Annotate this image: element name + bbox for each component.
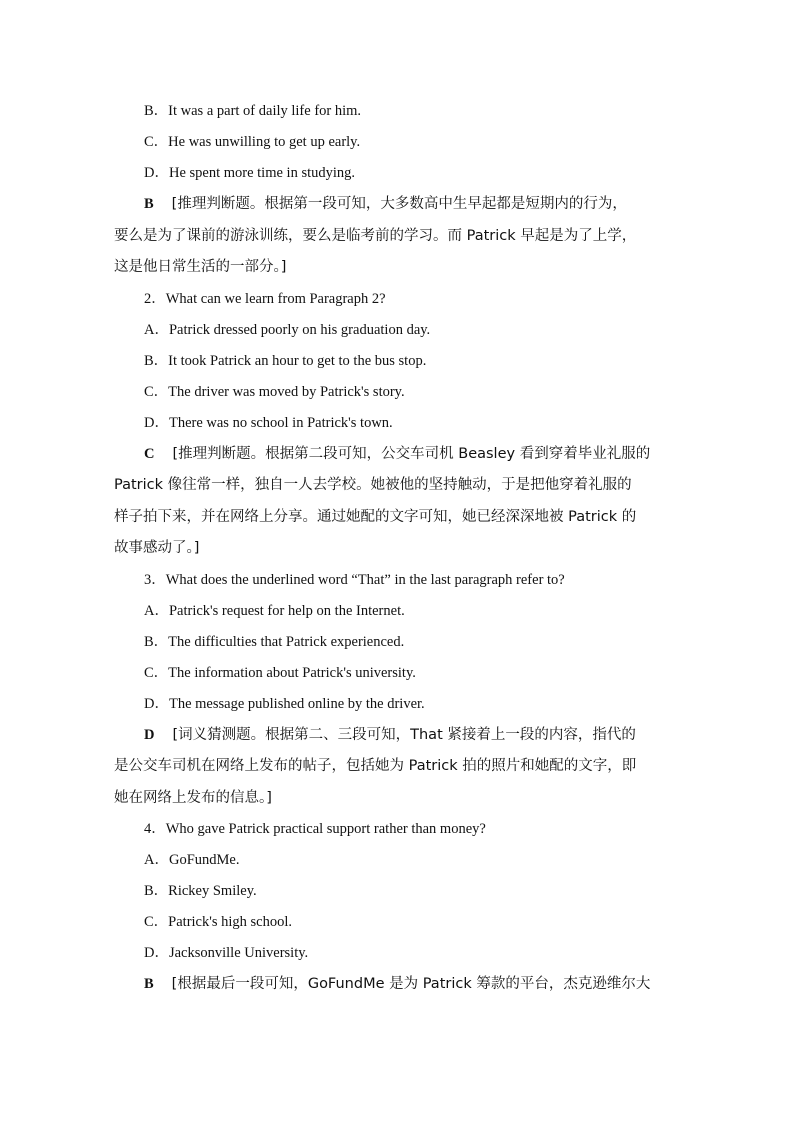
q1-option-c: C．He was unwilling to get up early. — [144, 134, 361, 150]
q3-explanation-line: 是公交车司机在网络上发布的帖子，包括她为 Patrick 拍的照片和她配的文字，即 — [114, 758, 637, 774]
q4-option-d: D．Jacksonville University. — [144, 945, 309, 961]
q3-explanation — [114, 720, 680, 815]
q4-explanation — [114, 969, 680, 1001]
q3-option-b: B．The difficulties that Patrick experienced. — [144, 633, 405, 650]
q3-answer-letter: D — [144, 726, 155, 743]
q3-explanation-line: 她在网络上发布的信息。] — [114, 789, 272, 806]
q4-explanation-line: [根据最后一段可知，GoFundMe 是为 Patrick 筹款的平台，杰克逊维尔大 — [171, 976, 651, 992]
q1-answer-letter: B — [144, 196, 154, 212]
q4-question: 4．Who gave Patrick practical support rather than money? — [144, 821, 486, 837]
q2-explanation-line: 样子拍下来，并在网络上分享。通过她配的文字可知，她已经深深地被 Patrick 的 — [114, 508, 637, 525]
q2-option-b: B．It took Patrick an hour to get to the bus stop. — [144, 352, 427, 369]
q1-explanation-line: 这是他日常生活的一部分。] — [114, 259, 287, 275]
q3-option-c: C．The information about Patrick's university. — [144, 664, 416, 681]
q1-explanation-line: [推理判断题。根据第一段可知，大多数高中生早起都是短期内的行为， — [171, 196, 627, 212]
q4-option-a: A．GoFundMe. — [144, 852, 240, 868]
q2-question: 2．What can we learn from Paragraph 2? — [144, 290, 386, 307]
q1-option-b: B．It was a part of daily life for him. — [144, 103, 362, 119]
q3-option-d: D．The message published online by the driver. — [144, 695, 425, 712]
q1-option-d: D．He spent more time in studying. — [144, 165, 356, 181]
q2-option-d: D．There was no school in Patrick's town. — [144, 414, 393, 431]
q2-explanation-line: [推理判断题。根据第二段可知，公交车司机 Beasley 看到穿着毕业礼服的 — [172, 445, 651, 462]
q4-option-c: C．Patrick's high school. — [144, 914, 293, 930]
q4-option-b: B．Rickey Smiley. — [144, 883, 257, 899]
q3-explanation-line: [词义猜测题。根据第二、三段可知，That 紧接着上一段的内容，指代的 — [172, 726, 636, 743]
q2-option-a: A．Patrick dressed poorly on his graduation day. — [144, 321, 431, 338]
q2-explanation-line: 故事感动了。] — [114, 540, 200, 556]
q2-answer-letter: C — [144, 445, 155, 462]
q1-explanation-line: 要么是为了课前的游泳训练，要么是临考前的学习。而 Patrick 早起是为了上学， — [114, 227, 637, 244]
q1-explanation — [114, 189, 680, 284]
q2-explanation-line: Patrick 像往常一样，独自一人去学校。她被他的坚持触动，于是把他穿着礼服的 — [114, 477, 632, 493]
q3-question: 3．What does the underlined word “That” in the last paragraph refer to? — [144, 571, 565, 588]
q4-answer-letter: B — [144, 976, 154, 992]
q3-option-a: A．Patrick's request for help on the Internet. — [144, 602, 405, 619]
q2-explanation — [114, 439, 680, 565]
q2-option-c: C．The driver was moved by Patrick's story. — [144, 383, 405, 400]
